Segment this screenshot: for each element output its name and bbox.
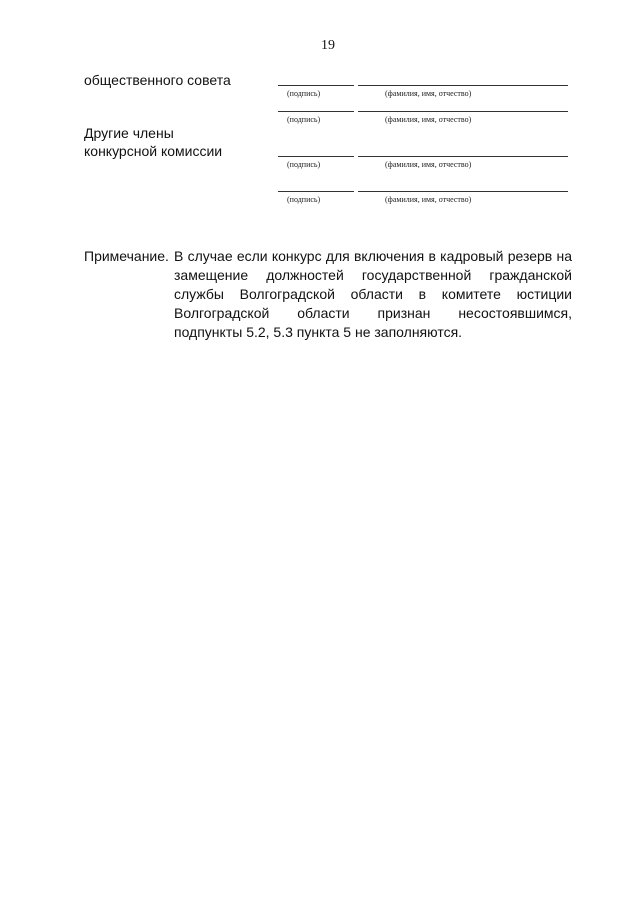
signature-line [278, 191, 354, 192]
commission-label-line1: Другие члены [84, 125, 174, 141]
public-council-label: общественного совета [84, 72, 231, 88]
signature-caption: (подпись) [287, 115, 321, 124]
signature-caption: (подпись) [287, 89, 321, 98]
name-line [358, 111, 568, 112]
note-title: Примечание. [84, 248, 169, 264]
name-caption: (фамилия, имя, отчество) [385, 115, 472, 124]
note-body: В случае если конкурс для включения в кадровый резерв на замещение должностей государственной гражданской службы Волгоградской области в комитете юстиции Волгоградской области признан несостоявшимся, подпункты 5.2, 5.3 пункта 5 не заполняются. [174, 248, 572, 340]
name-caption: (фамилия, имя, отчество) [385, 89, 472, 98]
signature-line [278, 85, 354, 86]
signature-line [278, 111, 354, 112]
commission-label-line2: конкурсной комиссии [84, 143, 223, 159]
name-line [358, 85, 568, 86]
signature-caption: (подпись) [287, 160, 321, 169]
name-line [358, 191, 568, 192]
name-caption: (фамилия, имя, отчество) [385, 160, 472, 169]
page-number: 19 [321, 38, 335, 53]
signature-caption: (подпись) [287, 195, 321, 204]
signature-line [278, 156, 354, 157]
name-caption: (фамилия, имя, отчество) [385, 195, 472, 204]
name-line [358, 156, 568, 157]
